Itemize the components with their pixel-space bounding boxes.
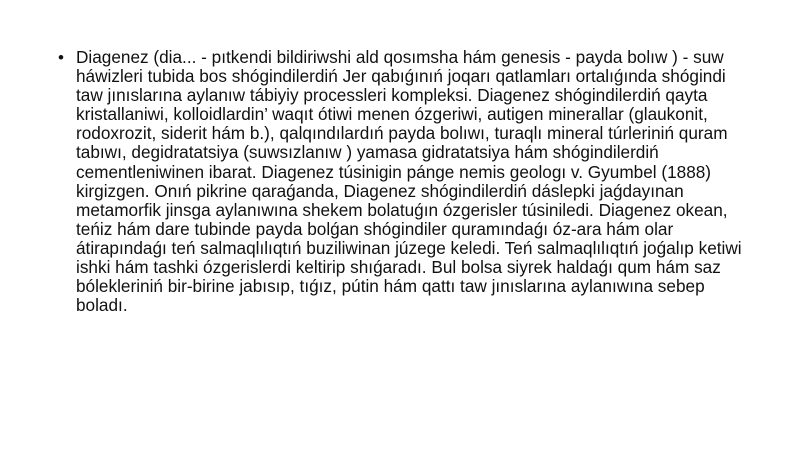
bullet-item	[58, 48, 748, 315]
bullet-text: Diagenez (dia... - pıtkendi bildiriwshi ald qosımsha hám genesis - payda bolıw ) - suw háwizleri tubida bos shógindilerdiń Jer qabıǵınıń joqarı qatlamları ortalıǵında shógindi taw jınıslarına aylanıw tábiyiy processleri kompleksi. Diagenez shógindilerdiń qayta kristallaniwi, kolloidlardin’ waqıt ótiwi menen ózgeriwi, autigen minerallar (glaukonit, rodoxrozit, siderit hám b.), qalqındılardıń payda bolıwı, turaqlı mineral túrleriniń quram tabıwı, degidratatsiya (suwsızlanıw ) yamasa gidratatsiya hám shógindilerdiń cementleniwinen ibarat. Diagenez túsinigin pánge nemis geologı v. Gyumbel (1888) kirgizgen. Onıń pikrine qaraǵanda, Diagenez shógindilerdiń dáslepki jaǵdayınan metamorfik jinsga aylanıwına shekem bolatuǵın ózgerisler túsiniledi. Diagenez okean, teńiz hám dare tubinde payda bolǵan shógindiler quramındaǵı óz-ara hám olar átirapındaǵı teń salmaqlılıqtıń buziliwinan júzege keledi. Teń salmaqlılıqtıń joǵalıp ketiwi ishki hám tashki ózgerislerdi keltirip shıǵaradı. Bul bolsa siyrek haldaǵı qum hám saz bólekleriniń bir-birine jabısıp, tıǵız, pútin hám qattı taw jınıslarına aylanıwına sebep boladı.	[76, 47, 742, 316]
bullet-marker: •	[58, 48, 64, 67]
bullet-list	[58, 48, 748, 315]
